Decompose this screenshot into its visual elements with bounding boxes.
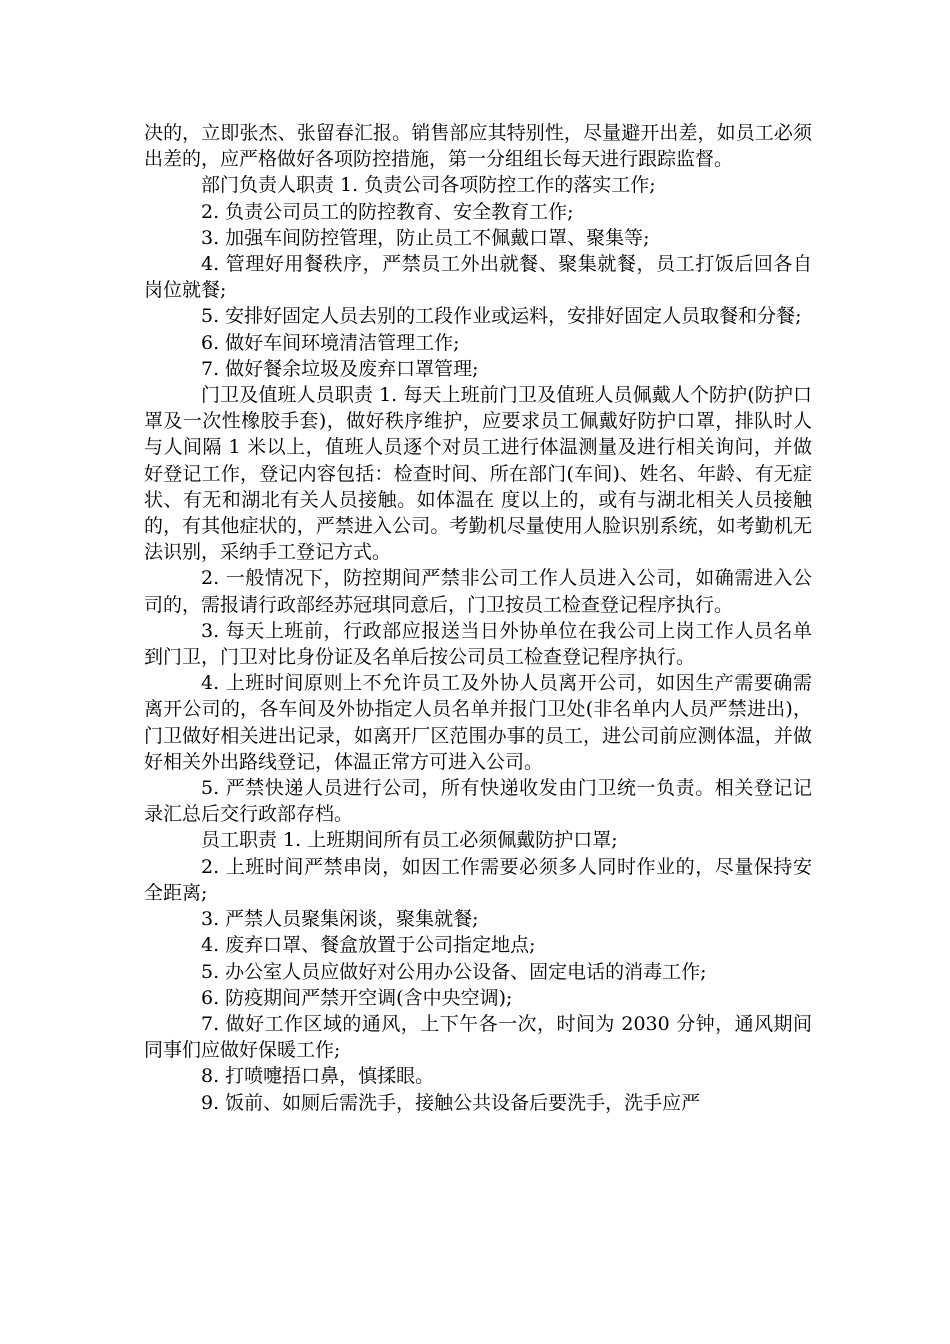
paragraph-6: 5. 安排好固定人员去别的工段作业或运料，安排好固定人员取餐和分餐; — [201, 305, 802, 328]
paragraph-5: 4. 管理好用餐秩序，严禁员工外出就餐、聚集就餐，员工打饭后回各自岗位就餐; — [144, 253, 812, 302]
document-body — [144, 120, 812, 1116]
paragraph-19: 6. 防疫期间严禁开空调(含中央空调); — [201, 986, 513, 1009]
paragraph-22: 9. 饭前、如厕后需洗手，接触公共设备后要洗手，洗手应严 — [201, 1091, 701, 1114]
paragraph-20: 7. 做好工作区域的通风，上下午各一次，时间为 2030 分钟，通风期间同事们应做好保暖工作; — [144, 1012, 812, 1062]
paragraph-18: 5. 办公室人员应做好对公用办公设备、固定电话的消毒工作; — [201, 960, 707, 983]
paragraph-2: 部门负责人职责 1. 负责公司各项防控工作的落实工作; — [201, 174, 656, 197]
paragraph-1: 决的，立即张杰、张留春汇报。销售部应其特别性，尽量避开出差，如员工必须出差的，应严格做好各项防控措施，第一分组组长每天进行跟踪监督。 — [144, 122, 812, 171]
paragraph-11: 3. 每天上班前，行政部应报送当日外协单位在我公司上岗工作人员名单到门卫，门卫对比身份证及名单后按公司员工检查登记程序执行。 — [144, 619, 812, 669]
paragraph-12: 4. 上班时间原则上不允许员工及外协人员离开公司，如因生产需要确需离开公司的，各车间及外协指定人员名单并报门卫处(非名单内人员严禁进出)，门卫做好相关进出记录，如离开厂区范围办事的员工，进公司前应测体温，并做好相关外出路线登记，体温正常方可进入公司。 — [144, 672, 812, 773]
paragraph-15: 2. 上班时间严禁串岗，如因工作需要必须多人同时作业的，尽量保持安全距离; — [144, 855, 812, 904]
paragraph-7: 6. 做好车间环境清洁管理工作; — [201, 331, 460, 354]
paragraph-14: 员工职责 1. 上班期间所有员工必须佩戴防护口罩; — [201, 829, 618, 852]
paragraph-13: 5. 严禁快递人员进行公司，所有快递收发由门卫统一负责。相关登记记录汇总后交行政部存档。 — [144, 777, 812, 826]
paragraph-10: 2. 一般情况下，防控期间严禁非公司工作人员进入公司，如确需进入公司的，需报请行政部经苏冠琪同意后，门卫按员工检查登记程序执行。 — [144, 567, 812, 616]
paragraph-3: 2. 负责公司员工的防控教育、安全教育工作; — [201, 200, 574, 223]
paragraph-4: 3. 加强车间防控管理，防止员工不佩戴口罩、聚集等; — [201, 226, 650, 249]
paragraph-9: 门卫及值班人员职责 1. 每天上班前门卫及值班人员佩戴人个防护(防护口罩及一次性橡胶手套)，做好秩序维护，应要求员工佩戴好防护口罩，排队时人与人间隔 1 米以上，值班人员逐个对员工进行体温测量及进行相关询问，并做好登记工作，登记内容包括：检查时间、所在部门(车间)、姓名、年龄、有无症状、有无和湖北有关人员接触。如体温在 度以上的，或有与湖北相关人员接触的，有其他症状的，严禁进入公司。考勤机尽量使用人脸识别系统，如考勤机无法识别，采纳手工登记方式。 — [144, 384, 812, 564]
paragraph-8: 7. 做好餐余垃圾及废弃口罩管理; — [201, 357, 479, 380]
paragraph-21: 8. 打喷嚏捂口鼻，慎揉眼。 — [201, 1065, 435, 1088]
paragraph-16: 3. 严禁人员聚集闲谈，聚集就餐; — [201, 908, 479, 931]
paragraph-17: 4. 废弃口罩、餐盒放置于公司指定地点; — [201, 934, 536, 957]
